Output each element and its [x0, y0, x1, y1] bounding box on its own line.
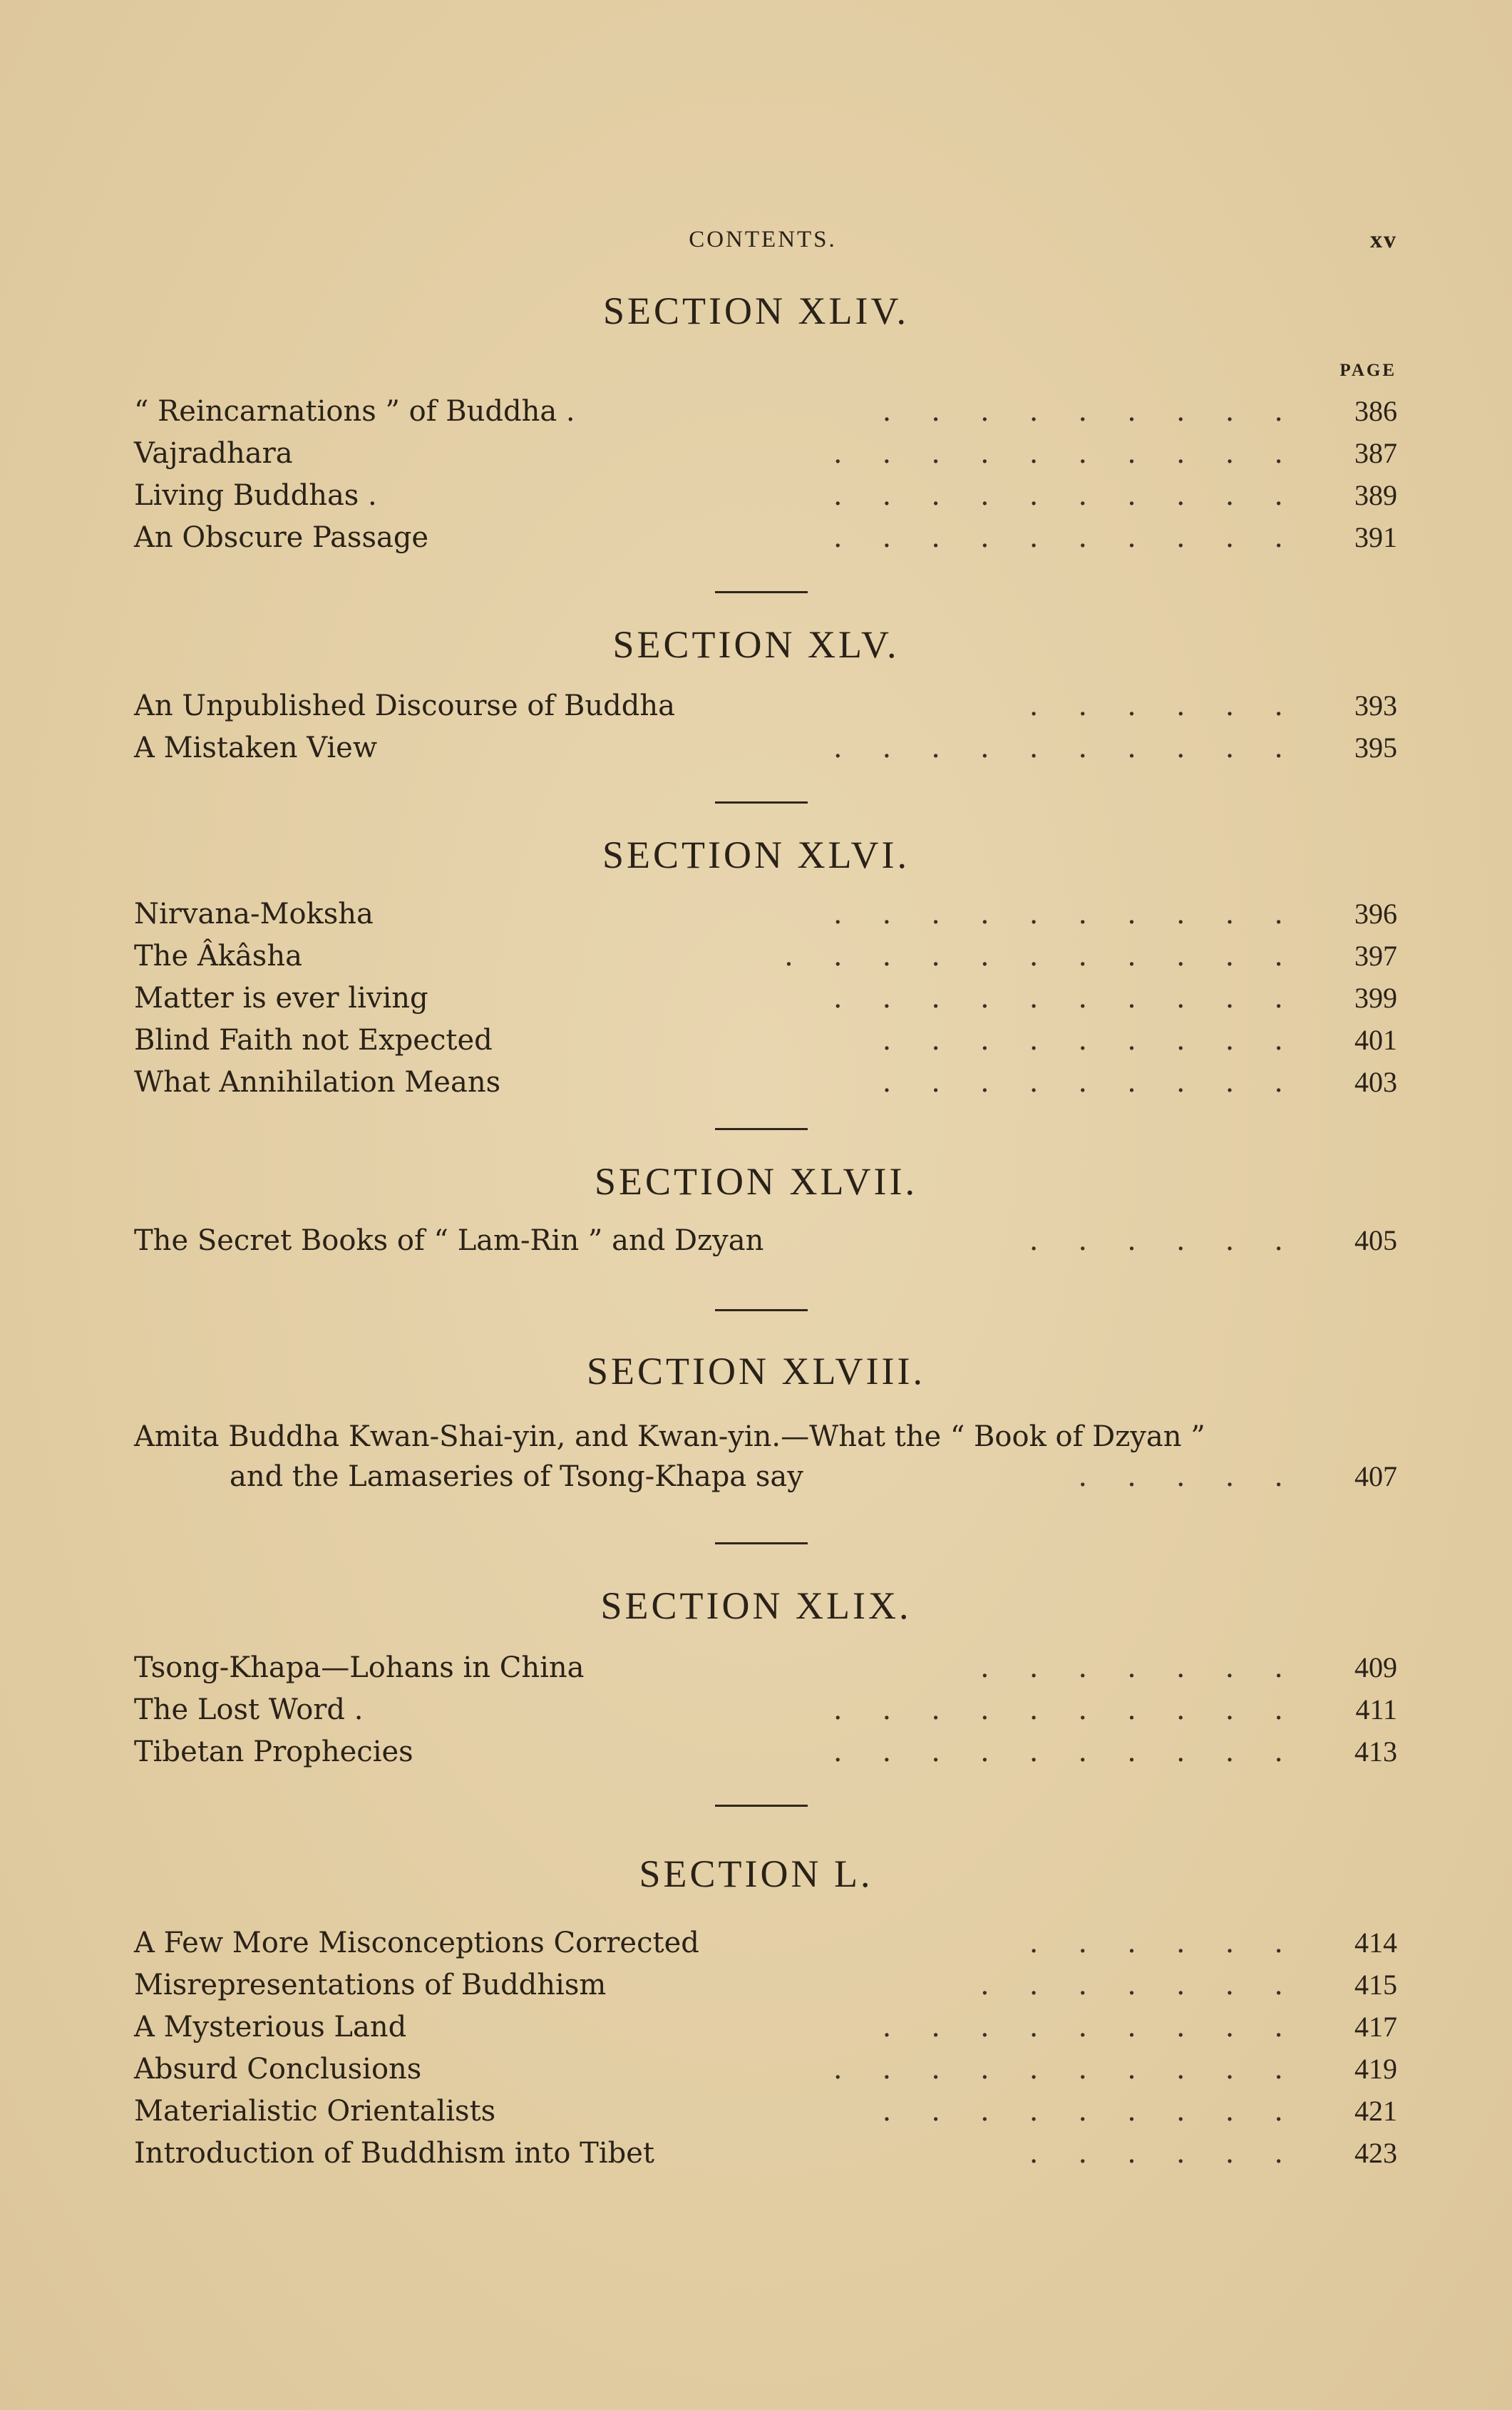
- toc-entry[interactable]: [134, 1965, 1397, 2005]
- dot-leader: ..........: [833, 1693, 1323, 1726]
- toc-entry[interactable]: [134, 1690, 1397, 1730]
- toc-entry[interactable]: [134, 936, 1397, 976]
- entry-page: 411: [1355, 1693, 1397, 1726]
- entry-page: 423: [1354, 2137, 1397, 2169]
- toc-entry[interactable]: [134, 1221, 1397, 1261]
- toc-entry[interactable]: [134, 1020, 1397, 1060]
- toc-entry[interactable]: [134, 1648, 1397, 1688]
- entry-title: Misrepresentations of Buddhism: [134, 1969, 607, 2001]
- entry-page: 387: [1354, 437, 1397, 469]
- section-divider: [715, 1309, 808, 1311]
- entry-title: Absurd Conclusions: [134, 2053, 422, 2086]
- toc-entry[interactable]: [134, 518, 1397, 558]
- toc-entry[interactable]: [134, 2091, 1397, 2131]
- dot-leader: ......: [1029, 1224, 1323, 1257]
- entry-page: 405: [1354, 1224, 1397, 1256]
- section-divider: [715, 1805, 808, 1807]
- entry-title: “ Reincarnations ” of Buddha .: [134, 395, 575, 428]
- dot-leader: .........: [882, 2011, 1323, 2044]
- entry-title: Blind Faith not Expected: [134, 1024, 493, 1057]
- entry-page: 419: [1354, 2053, 1397, 2085]
- section-heading: SECTION L.: [639, 1852, 873, 1895]
- entry-title: Nirvana-Moksha: [134, 898, 374, 930]
- dot-leader: .....: [1078, 1460, 1323, 1493]
- entry-title: An Unpublished Discourse of Buddha: [134, 689, 675, 722]
- entry-title: and the Lamaseries of Tsong-Khapa say: [230, 1460, 803, 1493]
- entry-title: A Mistaken View: [134, 732, 378, 764]
- page-column-label: PAGE: [1339, 361, 1397, 380]
- dot-leader: .........: [882, 1066, 1323, 1099]
- dot-leader: .........: [882, 1024, 1323, 1057]
- dot-leader: .........: [882, 2095, 1323, 2128]
- dot-leader: ..........: [833, 898, 1323, 930]
- entry-page: 414: [1354, 1927, 1397, 1959]
- toc-entry[interactable]: [134, 728, 1397, 768]
- dot-leader: ......: [1029, 2137, 1323, 2170]
- section-heading: SECTION XLVIII.: [587, 1350, 925, 1393]
- dot-leader: .......: [979, 1651, 1323, 1684]
- entry-page: 409: [1354, 1651, 1397, 1683]
- section-heading: SECTION XLV.: [612, 623, 900, 666]
- entry-title: A Few More Misconceptions Corrected: [134, 1927, 699, 1959]
- dot-leader: ..........: [833, 437, 1323, 470]
- entry-page: 389: [1354, 479, 1397, 511]
- entry-title: The Âkâsha: [134, 940, 302, 973]
- toc-entry[interactable]: [134, 1732, 1397, 1772]
- section-divider: [715, 1128, 808, 1130]
- entry-title: What Annihilation Means: [134, 1066, 501, 1099]
- dot-leader: ..........: [833, 1735, 1323, 1768]
- entry-page: 393: [1354, 689, 1397, 722]
- section-divider: [715, 591, 808, 593]
- dot-leader: ..........: [833, 982, 1323, 1015]
- entry-page: 395: [1354, 732, 1397, 764]
- toc-entry[interactable]: [134, 894, 1397, 934]
- toc-entry[interactable]: [134, 2049, 1397, 2089]
- dot-leader: .........: [882, 395, 1323, 428]
- running-head: [128, 227, 1397, 255]
- toc-entry[interactable]: [134, 391, 1397, 431]
- dot-leader: .......: [979, 1969, 1323, 2001]
- dot-leader: ..........: [833, 479, 1323, 512]
- section-heading: SECTION XLVI.: [602, 834, 910, 876]
- section-heading: SECTION XLVII.: [595, 1160, 917, 1203]
- entry-title: Vajradhara: [134, 437, 293, 470]
- entry-page: 417: [1354, 2011, 1397, 2043]
- entry-page: 397: [1354, 940, 1397, 972]
- toc-entry[interactable]: [134, 1417, 1397, 1457]
- toc-entry[interactable]: [134, 476, 1397, 516]
- entry-page: 386: [1354, 395, 1397, 427]
- toc-entry[interactable]: [134, 686, 1397, 726]
- entry-page: 391: [1354, 521, 1397, 553]
- entry-page: 413: [1354, 1735, 1397, 1768]
- entry-title: Materialistic Orientalists: [134, 2095, 496, 2128]
- entry-title: Introduction of Buddhism into Tibet: [134, 2137, 654, 2170]
- entry-title: Living Buddhas .: [134, 479, 377, 512]
- toc-entry[interactable]: [134, 978, 1397, 1018]
- toc-entry[interactable]: [134, 1062, 1397, 1102]
- entry-title: An Obscure Passage: [134, 521, 429, 554]
- dot-leader: ...........: [784, 940, 1323, 973]
- entry-page: 407: [1354, 1460, 1397, 1492]
- entry-page: 396: [1354, 898, 1397, 930]
- entry-page: 403: [1354, 1066, 1397, 1098]
- section-heading: SECTION XLIX.: [600, 1584, 912, 1627]
- entry-page: 401: [1354, 1024, 1397, 1056]
- toc-entry[interactable]: [134, 434, 1397, 473]
- toc-entry-continuation[interactable]: [230, 1457, 1397, 1497]
- dot-leader: ......: [1029, 689, 1323, 722]
- running-title: CONTENTS.: [689, 227, 837, 252]
- entry-title: The Secret Books of “ Lam-Rin ” and Dzyan: [134, 1224, 764, 1257]
- entry-title: The Lost Word .: [134, 1693, 364, 1726]
- dot-leader: ......: [1029, 1927, 1323, 1959]
- toc-entry[interactable]: [134, 2133, 1397, 2173]
- toc-entry[interactable]: [134, 1923, 1397, 1963]
- entry-title: Tibetan Prophecies: [134, 1735, 413, 1768]
- entry-page: 399: [1354, 982, 1397, 1014]
- section-divider: [715, 801, 808, 804]
- entry-page: 415: [1354, 1969, 1397, 2001]
- entry-title: Amita Buddha Kwan-Shai-yin, and Kwan-yin.—What the “ Book of Dzyan ”: [134, 1420, 1205, 1453]
- entry-title: Tsong-Khapa—Lohans in China: [134, 1651, 585, 1684]
- toc-entry[interactable]: [134, 2007, 1397, 2047]
- section-heading: SECTION XLIV.: [603, 289, 909, 332]
- dot-leader: ..........: [833, 2053, 1323, 2086]
- entry-title: A Mysterious Land: [134, 2011, 407, 2044]
- section-divider: [715, 1542, 808, 1544]
- dot-leader: ..........: [833, 521, 1323, 554]
- entry-title: Matter is ever living: [134, 982, 428, 1015]
- dot-leader: ..........: [833, 732, 1323, 764]
- page-number: xv: [1370, 227, 1397, 253]
- entry-page: 421: [1354, 2095, 1397, 2127]
